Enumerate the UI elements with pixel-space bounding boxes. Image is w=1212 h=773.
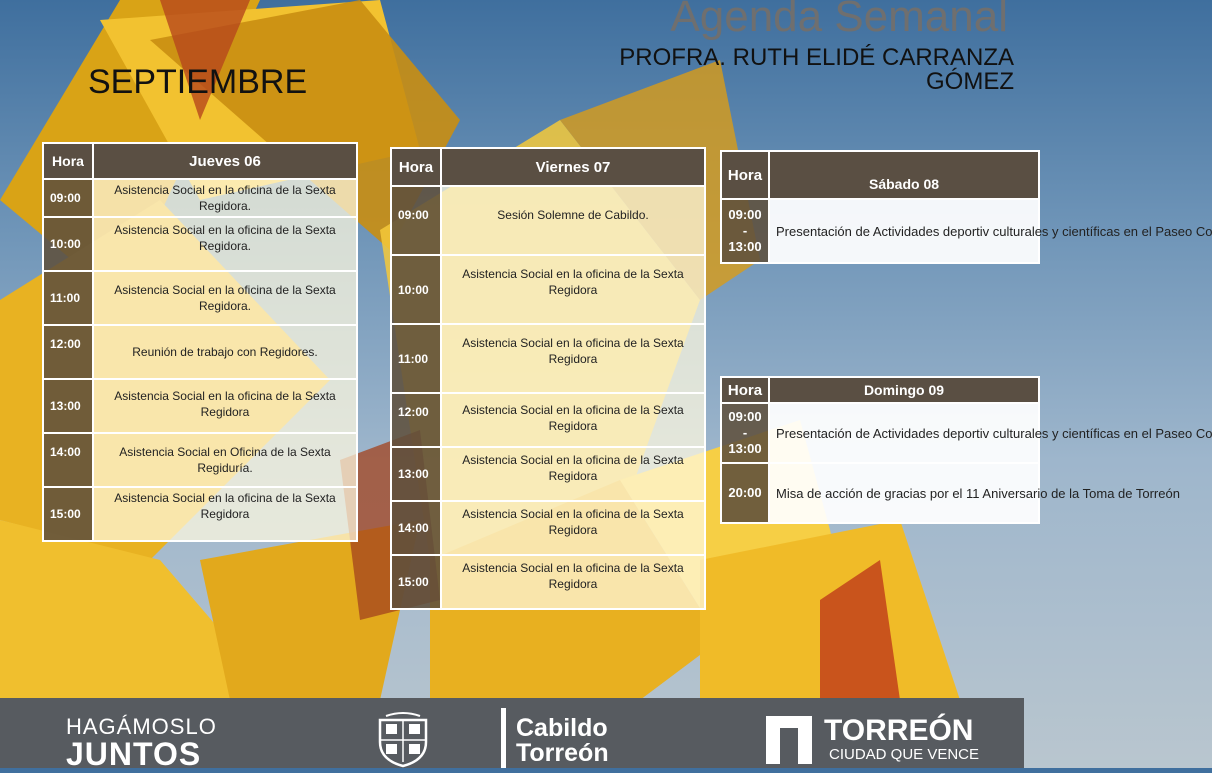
- time-cell: 11:00: [43, 271, 93, 325]
- activity-cell: Asistencia Social en la oficina de la Sexta Regidora: [441, 255, 705, 324]
- time-cell: 09:00 - 13:00: [721, 403, 769, 463]
- coat-of-arms-icon: [374, 712, 432, 768]
- activity-cell: Sesión Solemne de Cabildo.: [441, 186, 705, 255]
- table-row: [391, 501, 705, 555]
- activity-cell: Asistencia Social en la oficina de la Sexta Regidora: [93, 379, 357, 433]
- table-row: [721, 463, 1039, 523]
- time-cell: 20:00: [721, 463, 769, 523]
- page-title: Agenda Semanal: [670, 0, 1008, 41]
- day-header: Viernes 07: [441, 148, 705, 186]
- teacher-name: PROFRA. RUTH ELIDÉ CARRANZA GÓMEZ: [619, 44, 1014, 95]
- table-row: [43, 271, 357, 325]
- activity-cell: Presentación de Actividades deportiv culturales y científicas en el Paseo Co: [769, 403, 1039, 463]
- table-row: [391, 447, 705, 501]
- activity-cell: Presentación de Actividades deportiv culturales y científicas en el Paseo Co: [769, 199, 1039, 263]
- time-cell: 09:00: [391, 186, 441, 255]
- footer-separator: [501, 708, 506, 768]
- activity-cell: Asistencia Social en la oficina de la Sexta Regidora: [441, 501, 705, 555]
- hora-header: Hora: [391, 148, 441, 186]
- table-row: [391, 555, 705, 609]
- schedule-table-sabado: [720, 150, 1212, 264]
- torreon-logo-text: TORREÓN: [824, 714, 974, 747]
- hora-header: Hora: [721, 377, 769, 403]
- torreon-tagline: CIUDAD QUE VENCE: [829, 746, 980, 763]
- activity-cell: Asistencia Social en la oficina de la Sexta Regidora: [93, 487, 357, 541]
- time-cell: 09:00 - 13:00: [721, 199, 769, 263]
- table-row: [391, 324, 705, 393]
- cabildo-logo-text: [516, 716, 609, 766]
- day-header: Jueves 06: [93, 143, 357, 179]
- time-cell: 10:00: [43, 217, 93, 271]
- activity-cell: Asistencia Social en Oficina de la Sexta Regiduría.: [93, 433, 357, 487]
- juntos-logo-text: JUNTOS: [66, 736, 202, 772]
- torreon-logo-icon: [766, 716, 812, 764]
- table-row: [43, 325, 357, 379]
- day-header: Sábado 08: [769, 151, 1039, 199]
- activity-cell: Asistencia Social en la oficina de la Sexta Regidora.: [93, 179, 357, 217]
- time-cell: 12:00: [43, 325, 93, 379]
- schedule-table-viernes: [390, 147, 706, 610]
- month-label: SEPTIEMBRE: [88, 63, 308, 101]
- activity-cell: Asistencia Social en la oficina de la Sexta Regidora: [441, 393, 705, 447]
- time-cell: 13:00: [43, 379, 93, 433]
- schedule-table-domingo: [720, 376, 1212, 524]
- hora-header: Hora: [721, 151, 769, 199]
- activity-cell: Asistencia Social en la oficina de la Sexta Regidora.: [93, 271, 357, 325]
- time-cell: 15:00: [43, 487, 93, 541]
- time-cell: 09:00: [43, 179, 93, 217]
- time-cell: 10:00: [391, 255, 441, 324]
- activity-cell: Asistencia Social en la oficina de la Sexta Regidora: [441, 555, 705, 609]
- table-row: [721, 199, 1039, 263]
- table-row: [43, 379, 357, 433]
- table-row: [43, 217, 357, 271]
- table-row: [43, 179, 357, 217]
- hora-header: Hora: [43, 143, 93, 179]
- time-cell: 14:00: [43, 433, 93, 487]
- table-row: [391, 255, 705, 324]
- time-cell: 12:00: [391, 393, 441, 447]
- schedule-table-jueves: [42, 142, 358, 542]
- table-row: [43, 433, 357, 487]
- day-header: Domingo 09: [769, 377, 1039, 403]
- activity-cell: Asistencia Social en la oficina de la Sexta Regidora.: [93, 217, 357, 271]
- table-row: [721, 403, 1039, 463]
- activity-cell: Asistencia Social en la oficina de la Sexta Regidora: [441, 447, 705, 501]
- cabildo-line-2: Torreón: [516, 739, 609, 767]
- table-row: [43, 487, 357, 541]
- footer-bar: [0, 698, 1024, 772]
- time-cell: 14:00: [391, 501, 441, 555]
- cabildo-line-1: Cabildo: [516, 714, 608, 742]
- time-cell: 15:00: [391, 555, 441, 609]
- activity-cell: Asistencia Social en la oficina de la Sexta Regidora: [441, 324, 705, 393]
- activity-cell: Misa de acción de gracias por el 11 Aniversario de la Toma de Torreón: [769, 463, 1039, 523]
- activity-cell: Reunión de trabajo con Regidores.: [93, 325, 357, 379]
- table-row: [391, 186, 705, 255]
- time-cell: 11:00: [391, 324, 441, 393]
- table-row: [391, 393, 705, 447]
- hagamoslo-logo-text: HAGÁMOSLO: [66, 714, 217, 739]
- time-cell: 13:00: [391, 447, 441, 501]
